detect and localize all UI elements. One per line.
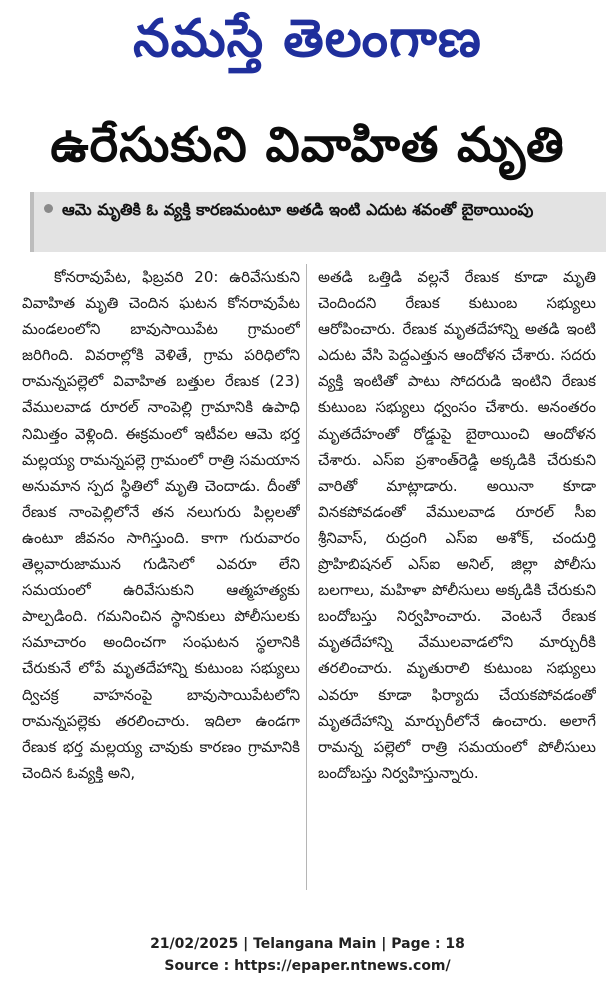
- bullet-icon: [44, 204, 53, 213]
- subheadline-box: [30, 192, 606, 252]
- footer-date-page: 21/02/2025 | Telangana Main | Page : 18: [150, 936, 465, 952]
- article-headline: ఉరేసుకుని వివాహిత మృతి: [50, 117, 565, 173]
- footer-source: Source : https://epaper.ntnews.com/: [164, 958, 451, 974]
- masthead-title: నమస్తే తెలంగాణ: [133, 9, 482, 69]
- article-subheadline: ఆమె మృతికి ఓ వ్యక్తి కారణమంటూ అతడి ఇంటి ఎదుట శవంతో బైఠాయింపు: [62, 200, 534, 219]
- article-column-right: అతడి ఒత్తిడి వల్లనే రేణుక కూడా మృతి చెందిందని రేణుక కుటుంబ సభ్యులు ఆరోపించారు. రేణుక మృతదేహాన్ని అతడి ఇంటి ఎదుట వేసి పెద్దఎత్తున ఆందోళన చేశారు. సదరు వ్యక్తి ఇంటితో పాటు సోదరుడి ఇంటిని రేణుక కుటుంబ సభ్యులు ధ్వంసం చేశారు. అనంతరం మృతదేహంతో రోడ్డుపై బైఠాయించి ఆందోళన చేశారు. ఎస్ఐ ప్రశాంత్‌రెడ్డి అక్కడికి చేరుకుని వారితో మాట్లాడారు. అయినా కూడా వినకపోవడంతో వేములవాడ రూరల్ సీఐ శ్రీనివాస్, రుద్రంగి ఎస్ఐ అశోక్, చందుర్తి ప్రొహిబిషనల్ ఎస్ఐ అనిల్, జిల్లా పోలీసు బలగాలు, మహిళా పోలీసులు అక్కడికి చేరుకుని బందోబస్తు నిర్వహించారు. వెంటనే రేణుక మృతదేహాన్ని వేములవాడలోని మార్చురీకి తరలించారు. మృతురాలి కుటుంబ సభ్యులు ఎవరూ కూడా ఫిర్యాదు చేయకపోవడంతో మృతదేహాన్ని మార్చురీలోనే ఉంచారు. అలాగే రామన్న పల్లెలో రాత్రి సమయంలో పోలీసులు బందోబస్తు నిర్వహిస్తున్నారు.: [318, 268, 596, 782]
- article-column-left: కోనరావుపేట, ఫిబ్రవరి 20: ఉరివేసుకుని వివాహిత మృతి చెందిన ఘటన కోనరావుపేట మండలంలోని బావుసాయిపేట గ్రామంలో జరిగింది. వివరాల్లోకి వెళితే, గ్రామ పరిధిలోని రామన్నపల్లెలో వివాహిత బత్తుల రేణుక (23) వేములవాడ రూరల్ నాంపెల్లి గ్రామానికి ఉపాధి నిమిత్తం వెళ్లింది. ఈక్రమంలో ఇటీవల ఆమె భర్త మల్లయ్య రామన్నపల్లె గ్రామంలో రాత్రి సమయాన అనుమాన స్పద స్థితిలో మృతి చెందాడు. దీంతో రేణుక నాంపెల్లిలోనే తన నలుగురు పిల్లలతో ఉంటూ జీవనం సాగిస్తుంది. కాగా గురువారం తెల్లవారుజామున గుడిసెలో ఎవరూ లేని సమయంలో ఉరివేసుకుని ఆత్మహత్యకు పాల్పడింది. గమనించిన స్థానికులు పోలీసులకు సమాచారం అందించగా సంఘటన స్థలానికి చేరుకునే లోపే మృతదేహాన్ని కుటుంబ సభ్యులు ద్విచక్ర వాహనంపై బావుసాయిపేటలోని రామన్నపల్లెకు తరలించారు. ఇదిలా ఉండగా రేణుక భర్త మల్లయ్య చావుకు కారణం గ్రామానికి చెందిన ఓవ్యక్తి అని,: [22, 268, 300, 782]
- column-divider: [306, 264, 307, 890]
